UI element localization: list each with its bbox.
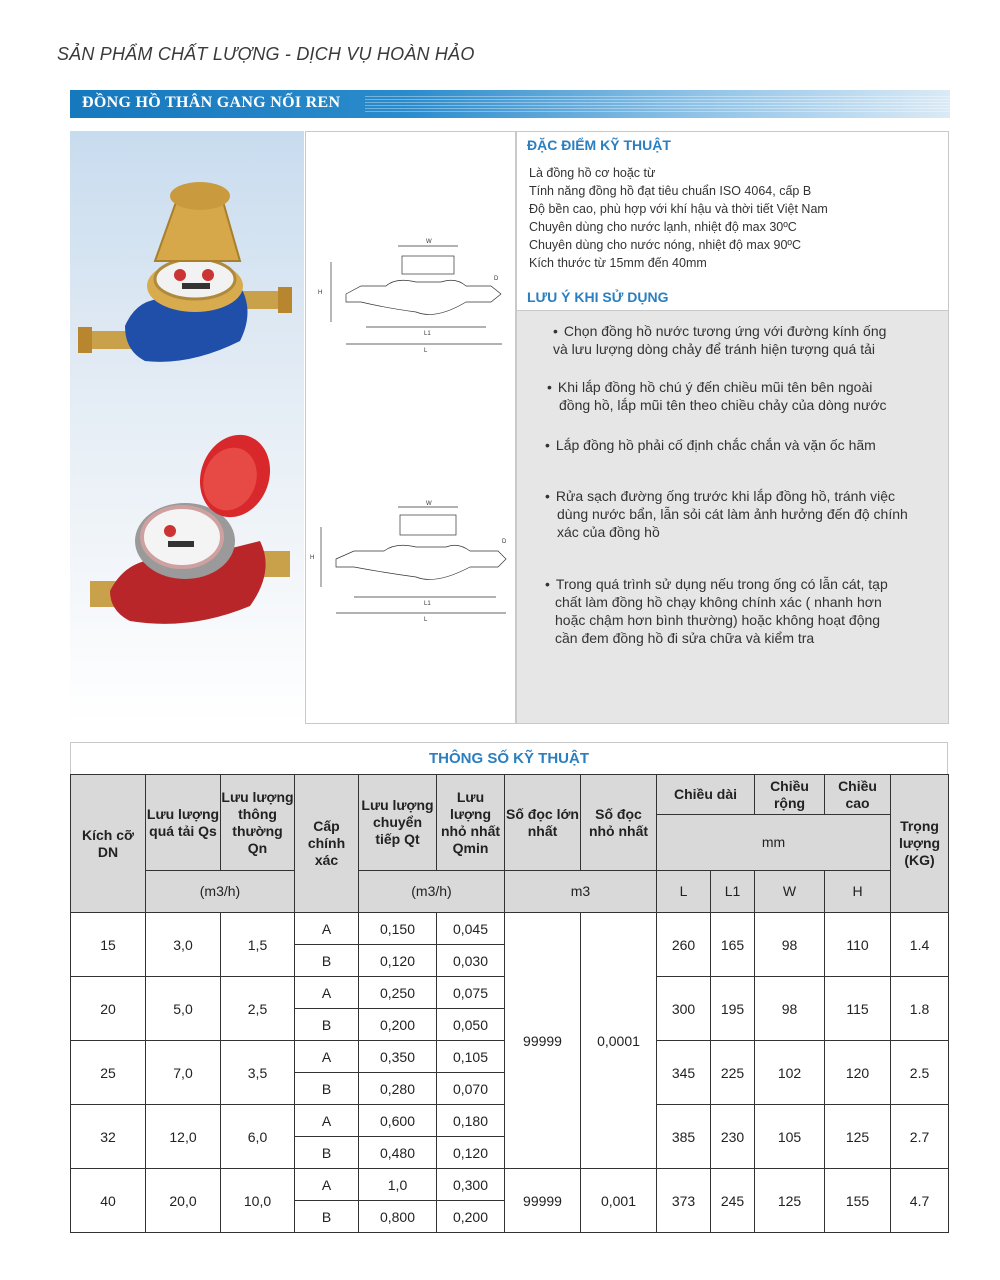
cell-qn: 3,5 (221, 1041, 295, 1105)
cell-qmin: 0,300 (437, 1169, 505, 1201)
cell-qt: 0,120 (359, 945, 437, 977)
page-title: ĐỒNG HỒ THÂN GANG NỐI REN (82, 94, 341, 111)
cell-class: A (295, 1169, 359, 1201)
col-header-dn: Kích cỡ DN (71, 775, 146, 913)
cell-dn: 40 (71, 1169, 146, 1233)
spec-table-section (70, 742, 948, 1233)
cell-l1: 225 (711, 1041, 755, 1105)
unit-volume: m3 (505, 871, 657, 913)
cell-l: 373 (657, 1169, 711, 1233)
cell-qmin: 0,045 (437, 913, 505, 945)
dim-label-w: W (426, 501, 432, 507)
cell-class: B (295, 1009, 359, 1041)
cell-l: 260 (657, 913, 711, 977)
cell-dn: 25 (71, 1041, 146, 1105)
cell-dn: 32 (71, 1105, 146, 1169)
tech-line: Tính năng đồng hồ đạt tiêu chuẩn ISO 4064, cấp B (529, 184, 812, 198)
dim-label-h: H (310, 555, 315, 561)
cell-weight: 2.7 (891, 1105, 949, 1169)
col-header-accuracy: Cấp chính xác (295, 775, 359, 913)
col-header-qn: Lưu lượng thông thường Qn (221, 775, 295, 871)
col-header-height: Chiều cao (825, 775, 891, 815)
usage-note: • Chọn đồng hồ nước tương ứng với đường kính ống và lưu lượng dòng chảy để tránh hiện tượng quá tải (553, 323, 887, 357)
cell-qt: 0,800 (359, 1201, 437, 1233)
cell-l1: 195 (711, 977, 755, 1041)
cell-dn: 15 (71, 913, 146, 977)
unit-l1: L1 (711, 871, 755, 913)
cell-qn: 10,0 (221, 1169, 295, 1233)
spec-table (70, 774, 949, 1233)
cell-read-max: 99999 (505, 1169, 581, 1233)
usage-note: • Khi lắp đồng hồ chú ý đến chiều mũi tên bên ngoài đồng hồ, lắp mũi tên theo chiều chảy của dòng nước (547, 379, 887, 413)
cell-qmin: 0,030 (437, 945, 505, 977)
cell-h: 115 (825, 977, 891, 1041)
cell-qmin: 0,070 (437, 1073, 505, 1105)
cell-class: B (295, 1073, 359, 1105)
dim-label-h: H (318, 290, 323, 296)
cell-qs: 5,0 (146, 977, 221, 1041)
cell-w: 125 (755, 1169, 825, 1233)
cold-water-meter-image (70, 151, 304, 411)
cell-qt: 0,280 (359, 1073, 437, 1105)
cell-w: 105 (755, 1105, 825, 1169)
usage-notes-heading: LƯU Ý KHI SỬ DỤNG (527, 289, 669, 305)
unit-l: L (657, 871, 711, 913)
dim-label-w: W (426, 239, 432, 245)
cell-w: 98 (755, 977, 825, 1041)
tech-line: Chuyên dùng cho nước nóng, nhiệt độ max 90ºC (529, 238, 801, 252)
col-header-width: Chiều rộng (755, 775, 825, 815)
cell-qn: 1,5 (221, 913, 295, 977)
tech-features-header (517, 132, 948, 159)
table-row (71, 1169, 949, 1201)
tech-line: Chuyên dùng cho nước lạnh, nhiệt độ max 30ºC (529, 220, 797, 234)
cell-w: 98 (755, 913, 825, 977)
unit-mm: mm (657, 815, 891, 871)
cell-qs: 7,0 (146, 1041, 221, 1105)
usage-note: • Rửa sạch đường ống trước khi lắp đồng hồ, tránh việc dùng nước bẩn, lẫn sỏi cát làm ảnh hưởng đến độ chính xác của đồng hồ (545, 488, 908, 540)
cell-h: 155 (825, 1169, 891, 1233)
cell-qt: 0,600 (359, 1105, 437, 1137)
col-header-weight: Trọng lượng (KG) (891, 775, 949, 913)
cell-weight: 1.8 (891, 977, 949, 1041)
col-header-qt: Lưu lượng chuyển tiếp Qt (359, 775, 437, 871)
cell-l: 385 (657, 1105, 711, 1169)
cell-qt: 1,0 (359, 1169, 437, 1201)
cell-l: 300 (657, 977, 711, 1041)
cell-class: B (295, 1201, 359, 1233)
dim-label-d: D (494, 276, 499, 282)
usage-notes-header (517, 284, 948, 311)
cell-qmin: 0,105 (437, 1041, 505, 1073)
dimension-drawing-1 (306, 232, 517, 362)
technical-drawing-panel (305, 131, 516, 724)
usage-note: • Trong quá trình sử dụng nếu trong ống có lẫn cát, tạp chất làm đồng hồ chạy không chính xác ( nhanh hơn hoặc chậm hơn bình thường) hoặc không hoạt động cần đem đồng hồ đi sửa chữa và kiểm tra (545, 576, 888, 646)
spec-panel (516, 131, 949, 724)
dim-label-l1: L1 (424, 331, 431, 337)
cell-class: A (295, 977, 359, 1009)
cell-read-max: 99999 (505, 913, 581, 1169)
unit-h: H (825, 871, 891, 913)
unit-w: W (755, 871, 825, 913)
cell-l1: 245 (711, 1169, 755, 1233)
cell-qmin: 0,200 (437, 1201, 505, 1233)
slogan: SẢN PHẨM CHẤT LƯỢNG - DỊCH VỤ HOÀN HẢO (57, 44, 475, 64)
col-header-qs: Lưu lượng quá tải Qs (146, 775, 221, 871)
cell-read-min: 0,001 (581, 1169, 657, 1233)
table-row (71, 913, 949, 945)
usage-note: • Lắp đồng hồ phải cố định chắc chắn và vặn ốc hãm (545, 437, 876, 453)
cell-weight: 4.7 (891, 1169, 949, 1233)
unit-flow-1: (m3/h) (146, 871, 295, 913)
cell-class: A (295, 1041, 359, 1073)
cell-qn: 6,0 (221, 1105, 295, 1169)
cell-class: A (295, 1105, 359, 1137)
tech-features-heading: ĐẶC ĐIỂM KỸ THUẬT (527, 137, 671, 153)
cell-qmin: 0,180 (437, 1105, 505, 1137)
col-header-read-max: Số đọc lớn nhất (505, 775, 581, 871)
cell-h: 110 (825, 913, 891, 977)
title-bar (70, 90, 950, 118)
dimension-drawing-2 (306, 497, 517, 627)
cell-class: A (295, 913, 359, 945)
cell-qt: 0,250 (359, 977, 437, 1009)
unit-flow-2: (m3/h) (359, 871, 505, 913)
col-header-qmin: Lưu lượng nhỏ nhất Qmin (437, 775, 505, 871)
tech-line: Là đồng hồ cơ hoặc từ (529, 166, 656, 180)
hot-water-meter-image (70, 431, 304, 661)
cell-weight: 1.4 (891, 913, 949, 977)
col-header-read-min: Số đọc nhỏ nhất (581, 775, 657, 871)
cell-l1: 165 (711, 913, 755, 977)
spec-table-title: THÔNG SỐ KỸ THUẬT (70, 742, 948, 774)
tech-line: Kích thước từ 15mm đến 40mm (529, 256, 707, 270)
cell-qn: 2,5 (221, 977, 295, 1041)
cell-w: 102 (755, 1041, 825, 1105)
cell-read-min: 0,0001 (581, 913, 657, 1169)
cell-qs: 12,0 (146, 1105, 221, 1169)
cell-weight: 2.5 (891, 1041, 949, 1105)
col-header-length: Chiều dài (657, 775, 755, 815)
cell-qmin: 0,120 (437, 1137, 505, 1169)
cell-qt: 0,350 (359, 1041, 437, 1073)
dim-label-l: L (424, 348, 428, 354)
tech-line: Độ bền cao, phù hợp với khí hậu và thời tiết Việt Nam (529, 202, 828, 216)
cell-class: B (295, 945, 359, 977)
cell-h: 120 (825, 1041, 891, 1105)
cell-qt: 0,200 (359, 1009, 437, 1041)
cell-qs: 20,0 (146, 1169, 221, 1233)
cell-h: 125 (825, 1105, 891, 1169)
cell-qmin: 0,050 (437, 1009, 505, 1041)
cell-qs: 3,0 (146, 913, 221, 977)
tech-features-list (529, 164, 828, 272)
cell-l1: 230 (711, 1105, 755, 1169)
dim-label-l1: L1 (424, 601, 431, 607)
dim-label-l: L (424, 617, 428, 623)
cell-dn: 20 (71, 977, 146, 1041)
cell-class: B (295, 1137, 359, 1169)
cell-l: 345 (657, 1041, 711, 1105)
cell-qmin: 0,075 (437, 977, 505, 1009)
product-photo-panel (70, 131, 304, 724)
cell-qt: 0,150 (359, 913, 437, 945)
dim-label-d: D (502, 539, 507, 545)
cell-qt: 0,480 (359, 1137, 437, 1169)
